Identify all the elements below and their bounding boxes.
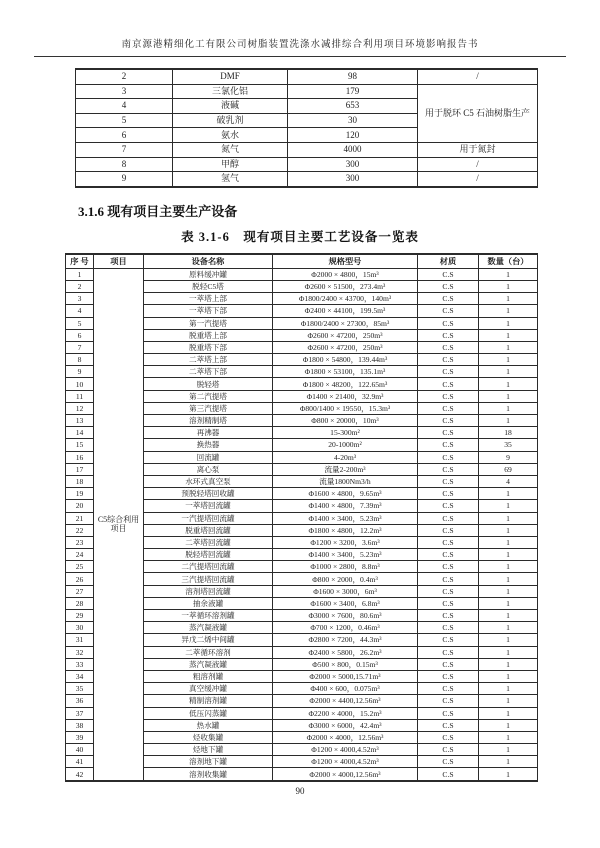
equipment-name-cell: 脱重塔下部 bbox=[144, 341, 273, 353]
quantity-cell: 1 bbox=[479, 500, 538, 512]
row-number-cell: 21 bbox=[66, 512, 94, 524]
table-row bbox=[66, 268, 538, 280]
remark-cell: 用于氮封 bbox=[418, 142, 538, 157]
remark-cell: / bbox=[418, 172, 538, 187]
spec-cell: Φ800 × 20000，10m³ bbox=[273, 415, 418, 427]
equipment-table bbox=[65, 253, 538, 782]
material-name-cell: 液碱 bbox=[173, 99, 288, 114]
equipment-name-cell: 再沸器 bbox=[144, 427, 273, 439]
row-number-cell: 4 bbox=[76, 99, 173, 114]
row-number-cell: 19 bbox=[66, 488, 94, 500]
spec-cell: Φ1600 × 3000，6m³ bbox=[273, 585, 418, 597]
equipment-name-cell: 第三汽提塔 bbox=[144, 402, 273, 414]
value-cell: 300 bbox=[288, 172, 418, 187]
row-number-cell: 1 bbox=[66, 268, 94, 280]
row-number-cell: 10 bbox=[66, 378, 94, 390]
spec-cell: Φ2600 × 47200，250m³ bbox=[273, 341, 418, 353]
quantity-cell: 1 bbox=[479, 280, 538, 292]
spec-cell: Φ1600 × 3400，6.8m³ bbox=[273, 597, 418, 609]
table-row bbox=[76, 172, 538, 187]
equipment-name-cell: 抽余液罐 bbox=[144, 597, 273, 609]
material-cell: C.S bbox=[418, 610, 479, 622]
quantity-cell: 1 bbox=[479, 768, 538, 781]
spec-cell: Φ400 × 600，0.075m³ bbox=[273, 683, 418, 695]
spec-cell: 流量2-200m³ bbox=[273, 463, 418, 475]
equipment-name-cell: 离心泵 bbox=[144, 463, 273, 475]
document-header-title: 南京源港精细化工有限公司树脂装置洗涤水减排综合利用项目环境影响报告书 bbox=[121, 40, 479, 50]
material-cell: C.S bbox=[418, 683, 479, 695]
spec-cell: 4-20m³ bbox=[273, 451, 418, 463]
equipment-name-cell: 粗溶剂罐 bbox=[144, 670, 273, 682]
project-cell: C5综合利用项目 bbox=[94, 268, 144, 780]
quantity-cell: 1 bbox=[479, 390, 538, 402]
quantity-cell: 18 bbox=[479, 427, 538, 439]
material-cell: C.S bbox=[418, 585, 479, 597]
row-number-cell: 41 bbox=[66, 756, 94, 768]
material-cell: C.S bbox=[418, 268, 479, 280]
spec-cell: Φ2000 × 4800，15m³ bbox=[273, 268, 418, 280]
equipment-name-cell: 第一汽提塔 bbox=[144, 317, 273, 329]
row-number-cell: 9 bbox=[76, 172, 173, 187]
equipment-name-cell: 水环式真空泵 bbox=[144, 475, 273, 487]
equipment-name-cell: 二萃循环溶剂 bbox=[144, 646, 273, 658]
quantity-cell: 69 bbox=[479, 463, 538, 475]
spec-cell: Φ2400 × 44100，199.5m³ bbox=[273, 305, 418, 317]
quantity-cell: 1 bbox=[479, 354, 538, 366]
spec-cell: Φ1000 × 2800，8.8m³ bbox=[273, 561, 418, 573]
row-number-cell: 7 bbox=[66, 341, 94, 353]
material-cell: C.S bbox=[418, 293, 479, 305]
value-cell: 120 bbox=[288, 128, 418, 143]
spec-cell: Φ1400 × 3400，5.23m³ bbox=[273, 549, 418, 561]
spec-cell: Φ2000 × 4000,12.56m³ bbox=[273, 768, 418, 781]
row-number-cell: 28 bbox=[66, 597, 94, 609]
quantity-cell: 1 bbox=[479, 415, 538, 427]
row-number-cell: 20 bbox=[66, 500, 94, 512]
spec-cell: Φ1200 × 3200，3.6m³ bbox=[273, 536, 418, 548]
equipment-name-cell: 一萃塔下部 bbox=[144, 305, 273, 317]
spec-cell: Φ2000 × 4400,12.56m³ bbox=[273, 695, 418, 707]
row-number-cell: 3 bbox=[66, 293, 94, 305]
spec-cell: 流量1800Nm3/h bbox=[273, 475, 418, 487]
material-cell: C.S bbox=[418, 573, 479, 585]
quantity-cell: 1 bbox=[479, 683, 538, 695]
material-cell: C.S bbox=[418, 524, 479, 536]
material-name-cell: 三氯化铝 bbox=[173, 84, 288, 99]
spec-cell: Φ800 × 2000，0.4m³ bbox=[273, 573, 418, 585]
row-number-cell: 8 bbox=[76, 157, 173, 172]
material-cell: C.S bbox=[418, 561, 479, 573]
spec-cell: Φ1400 × 21400，32.9m³ bbox=[273, 390, 418, 402]
quantity-cell: 1 bbox=[479, 536, 538, 548]
remark-cell: / bbox=[418, 69, 538, 84]
material-cell: C.S bbox=[418, 402, 479, 414]
quantity-cell: 1 bbox=[479, 317, 538, 329]
row-number-cell: 33 bbox=[66, 658, 94, 670]
quantity-cell: 1 bbox=[479, 610, 538, 622]
equipment-name-cell: 二汽提塔回流罐 bbox=[144, 561, 273, 573]
row-number-cell: 2 bbox=[76, 69, 173, 84]
material-cell: C.S bbox=[418, 280, 479, 292]
material-cell: C.S bbox=[418, 731, 479, 743]
row-number-cell: 4 bbox=[66, 305, 94, 317]
value-cell: 179 bbox=[288, 84, 418, 99]
quantity-cell: 1 bbox=[479, 268, 538, 280]
row-number-cell: 5 bbox=[66, 317, 94, 329]
equipment-name-cell: 溶剂收集罐 bbox=[144, 768, 273, 781]
equipment-name-cell: 脱重塔回流罐 bbox=[144, 524, 273, 536]
material-cell: C.S bbox=[418, 439, 479, 451]
spec-cell: Φ1800 × 4800，12.2m³ bbox=[273, 524, 418, 536]
equipment-table-head bbox=[66, 254, 538, 269]
quantity-cell: 1 bbox=[479, 512, 538, 524]
quantity-cell: 1 bbox=[479, 622, 538, 634]
row-number-cell: 31 bbox=[66, 634, 94, 646]
quantity-cell: 4 bbox=[479, 475, 538, 487]
equipment-name-cell: 二萃塔下部 bbox=[144, 366, 273, 378]
row-number-cell: 30 bbox=[66, 622, 94, 634]
row-number-cell: 12 bbox=[66, 402, 94, 414]
quantity-cell: 1 bbox=[479, 670, 538, 682]
row-number-cell: 18 bbox=[66, 475, 94, 487]
quantity-cell: 1 bbox=[479, 366, 538, 378]
quantity-cell: 1 bbox=[479, 293, 538, 305]
material-cell: C.S bbox=[418, 549, 479, 561]
row-number-cell: 40 bbox=[66, 744, 94, 756]
spec-cell: Φ3000 × 7600，80.6m³ bbox=[273, 610, 418, 622]
material-cell: C.S bbox=[418, 451, 479, 463]
spec-cell: Φ700 × 1200，0.46m³ bbox=[273, 622, 418, 634]
row-number-cell: 22 bbox=[66, 524, 94, 536]
row-number-cell: 15 bbox=[66, 439, 94, 451]
material-cell: C.S bbox=[418, 646, 479, 658]
equipment-name-cell: 低压闪蒸罐 bbox=[144, 707, 273, 719]
equipment-name-cell: 蒸汽凝液罐 bbox=[144, 622, 273, 634]
material-name-cell: DMF bbox=[173, 69, 288, 84]
equipment-name-cell: 热水罐 bbox=[144, 719, 273, 731]
row-number-cell: 8 bbox=[66, 354, 94, 366]
material-cell: C.S bbox=[418, 756, 479, 768]
material-cell: C.S bbox=[418, 719, 479, 731]
quantity-cell: 1 bbox=[479, 305, 538, 317]
material-cell: C.S bbox=[418, 463, 479, 475]
value-cell: 4000 bbox=[288, 142, 418, 157]
quantity-cell: 1 bbox=[479, 585, 538, 597]
quantity-cell: 1 bbox=[479, 744, 538, 756]
row-number-cell: 39 bbox=[66, 731, 94, 743]
equipment-name-cell: 溶剂塔回流罐 bbox=[144, 585, 273, 597]
value-cell: 98 bbox=[288, 69, 418, 84]
row-number-cell: 29 bbox=[66, 610, 94, 622]
material-cell: C.S bbox=[418, 744, 479, 756]
spec-cell: Φ2400 × 5800，26.2m³ bbox=[273, 646, 418, 658]
remark-cell: / bbox=[418, 157, 538, 172]
equipment-name-cell: 脱轻C5塔 bbox=[144, 280, 273, 292]
value-cell: 30 bbox=[288, 113, 418, 128]
row-number-cell: 42 bbox=[66, 768, 94, 781]
material-cell: C.S bbox=[418, 341, 479, 353]
column-header: 材质 bbox=[418, 254, 479, 269]
quantity-cell: 1 bbox=[479, 341, 538, 353]
row-number-cell: 7 bbox=[76, 142, 173, 157]
table-row bbox=[76, 69, 538, 84]
equipment-name-cell: 预脱轻塔回收罐 bbox=[144, 488, 273, 500]
spec-cell: Φ2800 × 7200，44.3m³ bbox=[273, 634, 418, 646]
row-number-cell: 27 bbox=[66, 585, 94, 597]
equipment-name-cell: 真空缓冲罐 bbox=[144, 683, 273, 695]
equipment-name-cell: 三汽提塔回流罐 bbox=[144, 573, 273, 585]
spec-cell: Φ1400 × 4800，7.39m³ bbox=[273, 500, 418, 512]
row-number-cell: 6 bbox=[66, 329, 94, 341]
material-cell: C.S bbox=[418, 670, 479, 682]
spec-cell: Φ2600 × 51500，273.4m³ bbox=[273, 280, 418, 292]
value-cell: 653 bbox=[288, 99, 418, 114]
material-cell: C.S bbox=[418, 366, 479, 378]
page-number: 90 bbox=[295, 785, 305, 796]
quantity-cell: 9 bbox=[479, 451, 538, 463]
quantity-cell: 1 bbox=[479, 707, 538, 719]
spec-cell: Φ800/1400 × 19550，15.3m³ bbox=[273, 402, 418, 414]
equipment-name-cell: 异戊二烯中间罐 bbox=[144, 634, 273, 646]
material-cell: C.S bbox=[418, 415, 479, 427]
equipment-name-cell: 换热器 bbox=[144, 439, 273, 451]
equipment-name-cell: 脱轻塔 bbox=[144, 378, 273, 390]
row-number-cell: 9 bbox=[66, 366, 94, 378]
quantity-cell: 1 bbox=[479, 634, 538, 646]
header-rule bbox=[34, 56, 566, 57]
top-table bbox=[75, 68, 538, 188]
equipment-name-cell: 一萃塔回流罐 bbox=[144, 500, 273, 512]
row-number-cell: 14 bbox=[66, 427, 94, 439]
material-cell: C.S bbox=[418, 658, 479, 670]
material-cell: C.S bbox=[418, 305, 479, 317]
row-number-cell: 24 bbox=[66, 549, 94, 561]
material-name-cell: 氮气 bbox=[173, 142, 288, 157]
spec-cell: Φ1800 × 53100，135.1m³ bbox=[273, 366, 418, 378]
quantity-cell: 1 bbox=[479, 658, 538, 670]
material-cell: C.S bbox=[418, 329, 479, 341]
equipment-name-cell: 溶剂精制塔 bbox=[144, 415, 273, 427]
equipment-name-cell: 烃地下罐 bbox=[144, 744, 273, 756]
quantity-cell: 1 bbox=[479, 488, 538, 500]
row-number-cell: 37 bbox=[66, 707, 94, 719]
material-name-cell: 甲醇 bbox=[173, 157, 288, 172]
table-caption: 表 3.1-6 现有项目主要工艺设备一览表 bbox=[181, 229, 419, 244]
quantity-cell: 1 bbox=[479, 402, 538, 414]
material-cell: C.S bbox=[418, 695, 479, 707]
equipment-name-cell: 回流罐 bbox=[144, 451, 273, 463]
row-number-cell: 3 bbox=[76, 84, 173, 99]
equipment-name-cell: 二萃塔上部 bbox=[144, 354, 273, 366]
column-header: 项目 bbox=[94, 254, 144, 269]
column-header: 数量（台） bbox=[479, 254, 538, 269]
material-cell: C.S bbox=[418, 390, 479, 402]
equipment-name-cell: 脱重塔上部 bbox=[144, 329, 273, 341]
row-number-cell: 13 bbox=[66, 415, 94, 427]
column-header: 设备名称 bbox=[144, 254, 273, 269]
row-number-cell: 34 bbox=[66, 670, 94, 682]
spec-cell: Φ1800 × 48200，122.65m³ bbox=[273, 378, 418, 390]
equipment-name-cell: 精制溶剂罐 bbox=[144, 695, 273, 707]
top-table-body bbox=[76, 69, 538, 187]
quantity-cell: 1 bbox=[479, 731, 538, 743]
quantity-cell: 1 bbox=[479, 695, 538, 707]
material-cell: C.S bbox=[418, 317, 479, 329]
quantity-cell: 1 bbox=[479, 549, 538, 561]
material-name-cell: 氨水 bbox=[173, 128, 288, 143]
material-cell: C.S bbox=[418, 378, 479, 390]
column-header: 规格型号 bbox=[273, 254, 418, 269]
column-header: 序 号 bbox=[66, 254, 94, 269]
quantity-cell: 1 bbox=[479, 597, 538, 609]
equipment-name-cell: 一萃循环溶剂罐 bbox=[144, 610, 273, 622]
equipment-name-cell: 第二汽提塔 bbox=[144, 390, 273, 402]
quantity-cell: 1 bbox=[479, 561, 538, 573]
quantity-cell: 1 bbox=[479, 524, 538, 536]
material-cell: C.S bbox=[418, 354, 479, 366]
spec-cell: Φ2000 × 5000,15.71m³ bbox=[273, 670, 418, 682]
row-number-cell: 2 bbox=[66, 280, 94, 292]
equipment-name-cell: 溶剂地下罐 bbox=[144, 756, 273, 768]
equipment-table-body bbox=[66, 268, 538, 780]
row-number-cell: 23 bbox=[66, 536, 94, 548]
row-number-cell: 17 bbox=[66, 463, 94, 475]
value-cell: 300 bbox=[288, 157, 418, 172]
spec-cell: Φ1200 × 4000,4.52m³ bbox=[273, 744, 418, 756]
material-cell: C.S bbox=[418, 488, 479, 500]
row-number-cell: 38 bbox=[66, 719, 94, 731]
equipment-name-cell: 一萃塔上部 bbox=[144, 293, 273, 305]
quantity-cell: 1 bbox=[479, 378, 538, 390]
material-name-cell: 破乳剂 bbox=[173, 113, 288, 128]
spec-cell: Φ500 × 800，0.15m³ bbox=[273, 658, 418, 670]
equipment-name-cell: 脱轻塔回流罐 bbox=[144, 549, 273, 561]
material-cell: C.S bbox=[418, 500, 479, 512]
quantity-cell: 35 bbox=[479, 439, 538, 451]
material-cell: C.S bbox=[418, 475, 479, 487]
spec-cell: Φ1800 × 54800，139.44m³ bbox=[273, 354, 418, 366]
table-row bbox=[76, 142, 538, 157]
row-number-cell: 36 bbox=[66, 695, 94, 707]
spec-cell: 15-300m² bbox=[273, 427, 418, 439]
material-cell: C.S bbox=[418, 634, 479, 646]
row-number-cell: 5 bbox=[76, 113, 173, 128]
spec-cell: Φ1600 × 4800，9.65m³ bbox=[273, 488, 418, 500]
table-row bbox=[76, 157, 538, 172]
quantity-cell: 1 bbox=[479, 756, 538, 768]
spec-cell: Φ2200 × 4000，15.2m³ bbox=[273, 707, 418, 719]
spec-cell: Φ1200 × 4000,4.52m³ bbox=[273, 756, 418, 768]
quantity-cell: 1 bbox=[479, 329, 538, 341]
equipment-name-cell: 原料缓冲罐 bbox=[144, 268, 273, 280]
spec-cell: 20-1000m² bbox=[273, 439, 418, 451]
material-cell: C.S bbox=[418, 536, 479, 548]
row-number-cell: 32 bbox=[66, 646, 94, 658]
spec-cell: Φ2000 × 4000，12.56m³ bbox=[273, 731, 418, 743]
material-cell: C.S bbox=[418, 597, 479, 609]
spec-cell: Φ1800/2400 × 43700，140m³ bbox=[273, 293, 418, 305]
remark-cell: 用于脱环 C5 石油树脂生产 bbox=[418, 84, 538, 142]
quantity-cell: 1 bbox=[479, 573, 538, 585]
equipment-name-cell: 蒸汽凝液罐 bbox=[144, 658, 273, 670]
spec-cell: Φ3000 × 6000，42.4m³ bbox=[273, 719, 418, 731]
material-name-cell: 氢气 bbox=[173, 172, 288, 187]
row-number-cell: 26 bbox=[66, 573, 94, 585]
spec-cell: Φ1800/2400 × 27300，85m³ bbox=[273, 317, 418, 329]
row-number-cell: 16 bbox=[66, 451, 94, 463]
row-number-cell: 25 bbox=[66, 561, 94, 573]
equipment-name-cell: 一汽提塔回流罐 bbox=[144, 512, 273, 524]
quantity-cell: 1 bbox=[479, 646, 538, 658]
equipment-name-cell: 二萃塔回流罐 bbox=[144, 536, 273, 548]
material-cell: C.S bbox=[418, 512, 479, 524]
quantity-cell: 1 bbox=[479, 719, 538, 731]
spec-cell: Φ2600 × 47200，250m³ bbox=[273, 329, 418, 341]
material-cell: C.S bbox=[418, 707, 479, 719]
row-number-cell: 6 bbox=[76, 128, 173, 143]
material-cell: C.S bbox=[418, 427, 479, 439]
table-row bbox=[76, 84, 538, 99]
equipment-name-cell: 烃收集罐 bbox=[144, 731, 273, 743]
spec-cell: Φ1400 × 3400，5.23m³ bbox=[273, 512, 418, 524]
row-number-cell: 11 bbox=[66, 390, 94, 402]
row-number-cell: 35 bbox=[66, 683, 94, 695]
material-cell: C.S bbox=[418, 768, 479, 781]
section-heading: 3.1.6 现有项目主要生产设备 bbox=[78, 203, 238, 219]
header-row bbox=[66, 254, 538, 269]
material-cell: C.S bbox=[418, 622, 479, 634]
